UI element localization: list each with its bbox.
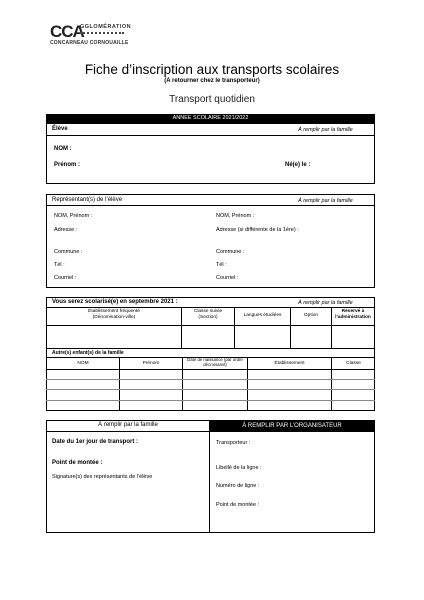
prenom-label[interactable]: Prénom :	[54, 162, 81, 168]
organisateur-header: À REMPLIR PAR L’ORGANISATEUR	[210, 421, 374, 431]
table-row-line	[46, 400, 375, 401]
col-divider	[181, 307, 182, 348]
numero-ligne-label[interactable]: Numéro de ligne :	[216, 483, 260, 489]
col-etablissement	[47, 309, 181, 320]
representants-box	[46, 194, 375, 288]
rep1-tel[interactable]: Tél :	[54, 262, 65, 268]
representants-label: Représentant(s) de l’élève	[52, 197, 123, 203]
col-classe-title: Classe suivie	[193, 309, 223, 314]
col-langues: Langues étudiées	[243, 313, 282, 318]
divider	[46, 431, 375, 432]
divider	[46, 348, 375, 349]
col-reserve: Réservé à l’administration	[335, 309, 371, 320]
autres-col-etablissement: Établissement	[274, 361, 305, 366]
point-montee-label[interactable]: Point de montée :	[52, 460, 103, 466]
rep1-adresse[interactable]: Adresse :	[54, 227, 78, 233]
representants-note: À remplir par la famille	[298, 198, 353, 204]
school-year-bar: ANNEE SCOLAIRE 2021/2022	[46, 114, 375, 123]
transport-type: Transport quotidien	[169, 94, 255, 105]
rep1-courriel[interactable]: Courriel :	[54, 275, 77, 281]
autres-col-classe: Classe	[346, 361, 361, 366]
rep2-courriel[interactable]: Courriel :	[216, 275, 239, 281]
rep2-tel[interactable]: Tél :	[216, 262, 227, 268]
col-divider	[119, 357, 120, 411]
date-premier-jour-label[interactable]: Date du 1er jour de transport :	[52, 439, 139, 445]
autres-col-prenom: Prénom	[142, 361, 160, 366]
col-divider	[234, 307, 235, 348]
signature-label[interactable]: Signature(s) des représentants de l’élève	[52, 474, 153, 480]
scolarite-label: Vous serez scolarisé(e) en septembre 2021 :	[52, 299, 178, 305]
logo-dots	[80, 32, 124, 37]
libelle-ligne-label[interactable]: Libellé de la ligne :	[216, 465, 262, 471]
col-etablissement-title: Établissement fréquenté	[88, 309, 140, 314]
famille-header: À remplir par la famille	[98, 422, 158, 428]
autres-col-nom: NOM	[77, 361, 89, 366]
col-classe	[182, 309, 234, 320]
col-divider	[209, 420, 210, 533]
rep2-nom-prenom[interactable]: NOM, Prénom :	[216, 213, 255, 219]
logo-cca: CCA	[50, 22, 84, 41]
divider	[46, 307, 375, 308]
rep2-commune[interactable]: Commune :	[216, 249, 245, 255]
rep1-commune[interactable]: Commune :	[54, 249, 83, 255]
autres-enfants-label: Autre(s) enfant(s) de la famille	[52, 350, 124, 356]
col-option: Option	[303, 313, 319, 318]
divider	[46, 325, 375, 326]
scolarite-note: À remplir par la famille	[298, 300, 353, 306]
table-row-line	[46, 379, 375, 380]
rep1-nom-prenom[interactable]: NOM, Prénom :	[54, 213, 93, 219]
col-divider	[182, 357, 183, 411]
eleve-note: À remplir par la famille	[298, 127, 353, 133]
col-divider	[331, 357, 332, 411]
divider	[46, 369, 375, 370]
divider	[46, 205, 375, 206]
eleve-label: Élève	[52, 126, 68, 132]
point-montee-org-label[interactable]: Point de montée :	[216, 502, 260, 508]
col-divider	[247, 357, 248, 411]
col-divider	[331, 307, 332, 348]
autres-col-naissance: Date de naissance (par ordre décroissant)	[187, 357, 243, 367]
ne-le-label[interactable]: Né(e) le :	[285, 162, 311, 168]
rep2-adresse[interactable]: Adresse (si différente de la 1ère) :	[216, 227, 299, 233]
logo-agglomeration: GGLOMÉRATION	[80, 24, 132, 30]
table-row-line	[46, 389, 375, 390]
col-divider	[290, 307, 291, 348]
page-subtitle: (A retourner chez le transporteur)	[164, 78, 260, 84]
page-title: Fiche d’inscription aux transports scolaires	[84, 62, 340, 77]
nom-label[interactable]: NOM :	[54, 146, 72, 152]
col-classe-sub: (Section)	[198, 314, 218, 320]
divider	[46, 135, 375, 136]
col-etablissement-sub: (Dénomination-ville)	[92, 314, 136, 320]
logo-subtitle: CONCARNEAU CORNOUAILLE	[50, 40, 129, 46]
transporteur-label[interactable]: Transporteur :	[216, 440, 251, 446]
